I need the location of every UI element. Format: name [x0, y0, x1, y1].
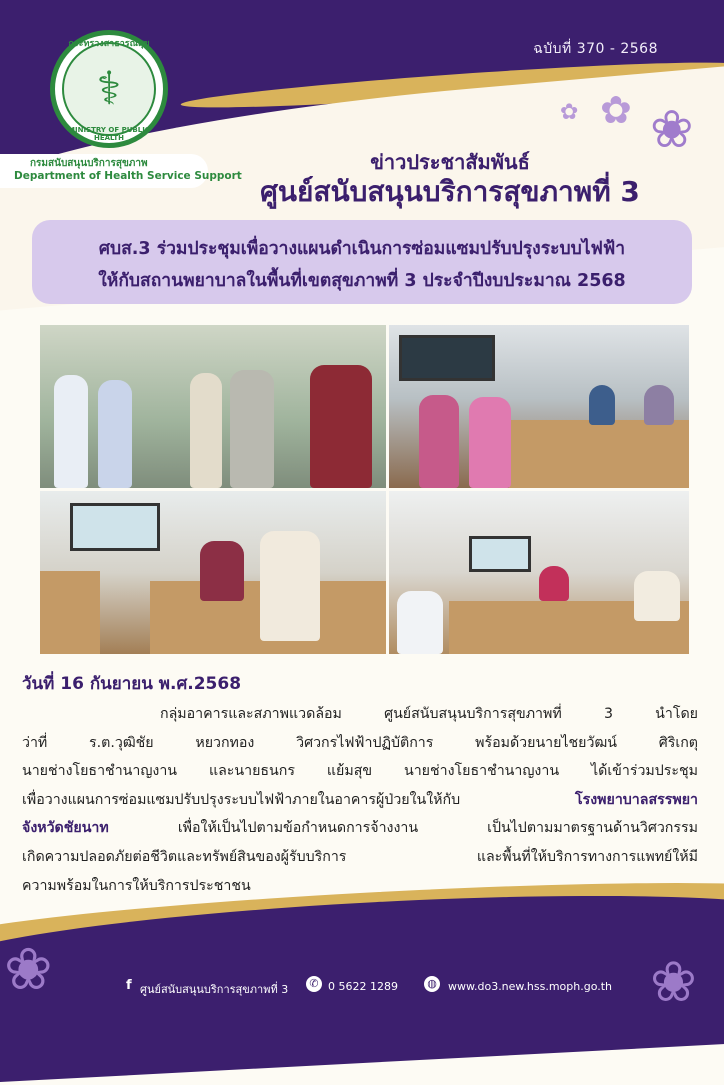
- footer-website-link[interactable]: www.do3.new.hss.moph.go.th: [448, 980, 613, 993]
- logo-text-th: กระทรวงสาธารณสุข: [68, 39, 150, 49]
- article-line-4: [22, 786, 698, 815]
- flower-decoration-icon: ✿: [600, 88, 632, 132]
- page-title: ศูนย์สนับสนุนบริการสุขภาพที่ 3: [260, 175, 640, 208]
- photo-meeting-room-2: [40, 491, 386, 654]
- article-line-1: กลุ่มอาคารและสภาพแวดล้อม ศูนย์สนับสนุนบริการสุขภาพที่ 3 นำโดย: [160, 706, 698, 722]
- article-line-5-text: เพื่อให้เป็นไปตามข้อกำหนดการจ้างงาน เป็นไปตามมาตรฐานด้านวิศวกรรม: [177, 820, 698, 837]
- photo-hallway-inspection: [40, 325, 386, 488]
- flower-decoration-icon: ❀: [4, 935, 53, 1003]
- logo-text-en: MINISTRY OF PUBLIC HEALTH: [68, 126, 150, 142]
- article-line-2: ว่าที่ ร.ต.วุฒิชัย หยวกทอง วิศวกรไฟฟ้าปฏิบัติการ พร้อมด้วยนายไชยวัฒน์ ศิริเกตุ: [22, 734, 698, 751]
- article-line-4-text: เพื่อวางแผนการซ่อมแซมปรับปรุงระบบไฟฟ้าภายในอาคารผู้ป่วยในให้กับ: [22, 791, 461, 808]
- flower-decoration-icon: ❀: [650, 100, 694, 160]
- issue-number: ฉบับที่ 370 - 2568: [533, 41, 658, 57]
- headline-line-1: ศบส.3 ร่วมประชุมเพื่อวางแผนดำเนินการซ่อมแซมปรับปรุงระบบไฟฟ้า: [98, 239, 626, 259]
- headline-line-2: ให้กับสถานพยาบาลในพื้นที่เขตสุขภาพที่ 3 ประจำปีงบประมาณ 2568: [98, 271, 626, 291]
- article-line-7: ความพร้อมในการให้บริการประชาชน: [22, 877, 251, 894]
- photo-meeting-room-3: [389, 491, 689, 654]
- caduceus-icon: ⚕: [96, 61, 122, 115]
- article-body: [22, 700, 698, 900]
- department-name-en: Department of Health Service Support: [14, 170, 242, 182]
- flower-decoration-icon: ❀: [650, 950, 697, 1015]
- footer-phone[interactable]: 0 5622 1289: [328, 980, 398, 993]
- photo-meeting-room-1: [389, 325, 689, 488]
- hospital-name: โรงพยาบาลสรรพยา: [575, 791, 698, 808]
- article-date: วันที่ 16 กันยายน พ.ศ.2568: [22, 674, 242, 694]
- article-line-6: เกิดความปลอดภัยต่อชีวิตและทรัพย์สินของผู้รับบริการ และพื้นที่ให้บริการทางการแพทย์ให้มี: [22, 848, 698, 865]
- facebook-icon[interactable]: f: [126, 978, 132, 993]
- footer-facebook-link[interactable]: ศูนย์สนับสนุนบริการสุขภาพที่ 3: [140, 983, 289, 996]
- press-release-label: ข่าวประชาสัมพันธ์: [370, 150, 530, 174]
- flower-decoration-icon: ✿: [560, 100, 579, 125]
- phone-icon: ✆: [306, 976, 322, 992]
- article-line-3: นายช่างโยธาชำนาญงาน และนายธนกร แย้มสุข นายช่างโยธาชำนาญงาน ได้เข้าร่วมประชุม: [22, 763, 698, 780]
- department-name-th: กรมสนับสนุนบริการสุขภาพ: [30, 158, 148, 169]
- globe-icon: ◍: [424, 976, 440, 992]
- province-name: จังหวัดชัยนาท: [22, 820, 109, 837]
- article-line-5: [22, 814, 698, 843]
